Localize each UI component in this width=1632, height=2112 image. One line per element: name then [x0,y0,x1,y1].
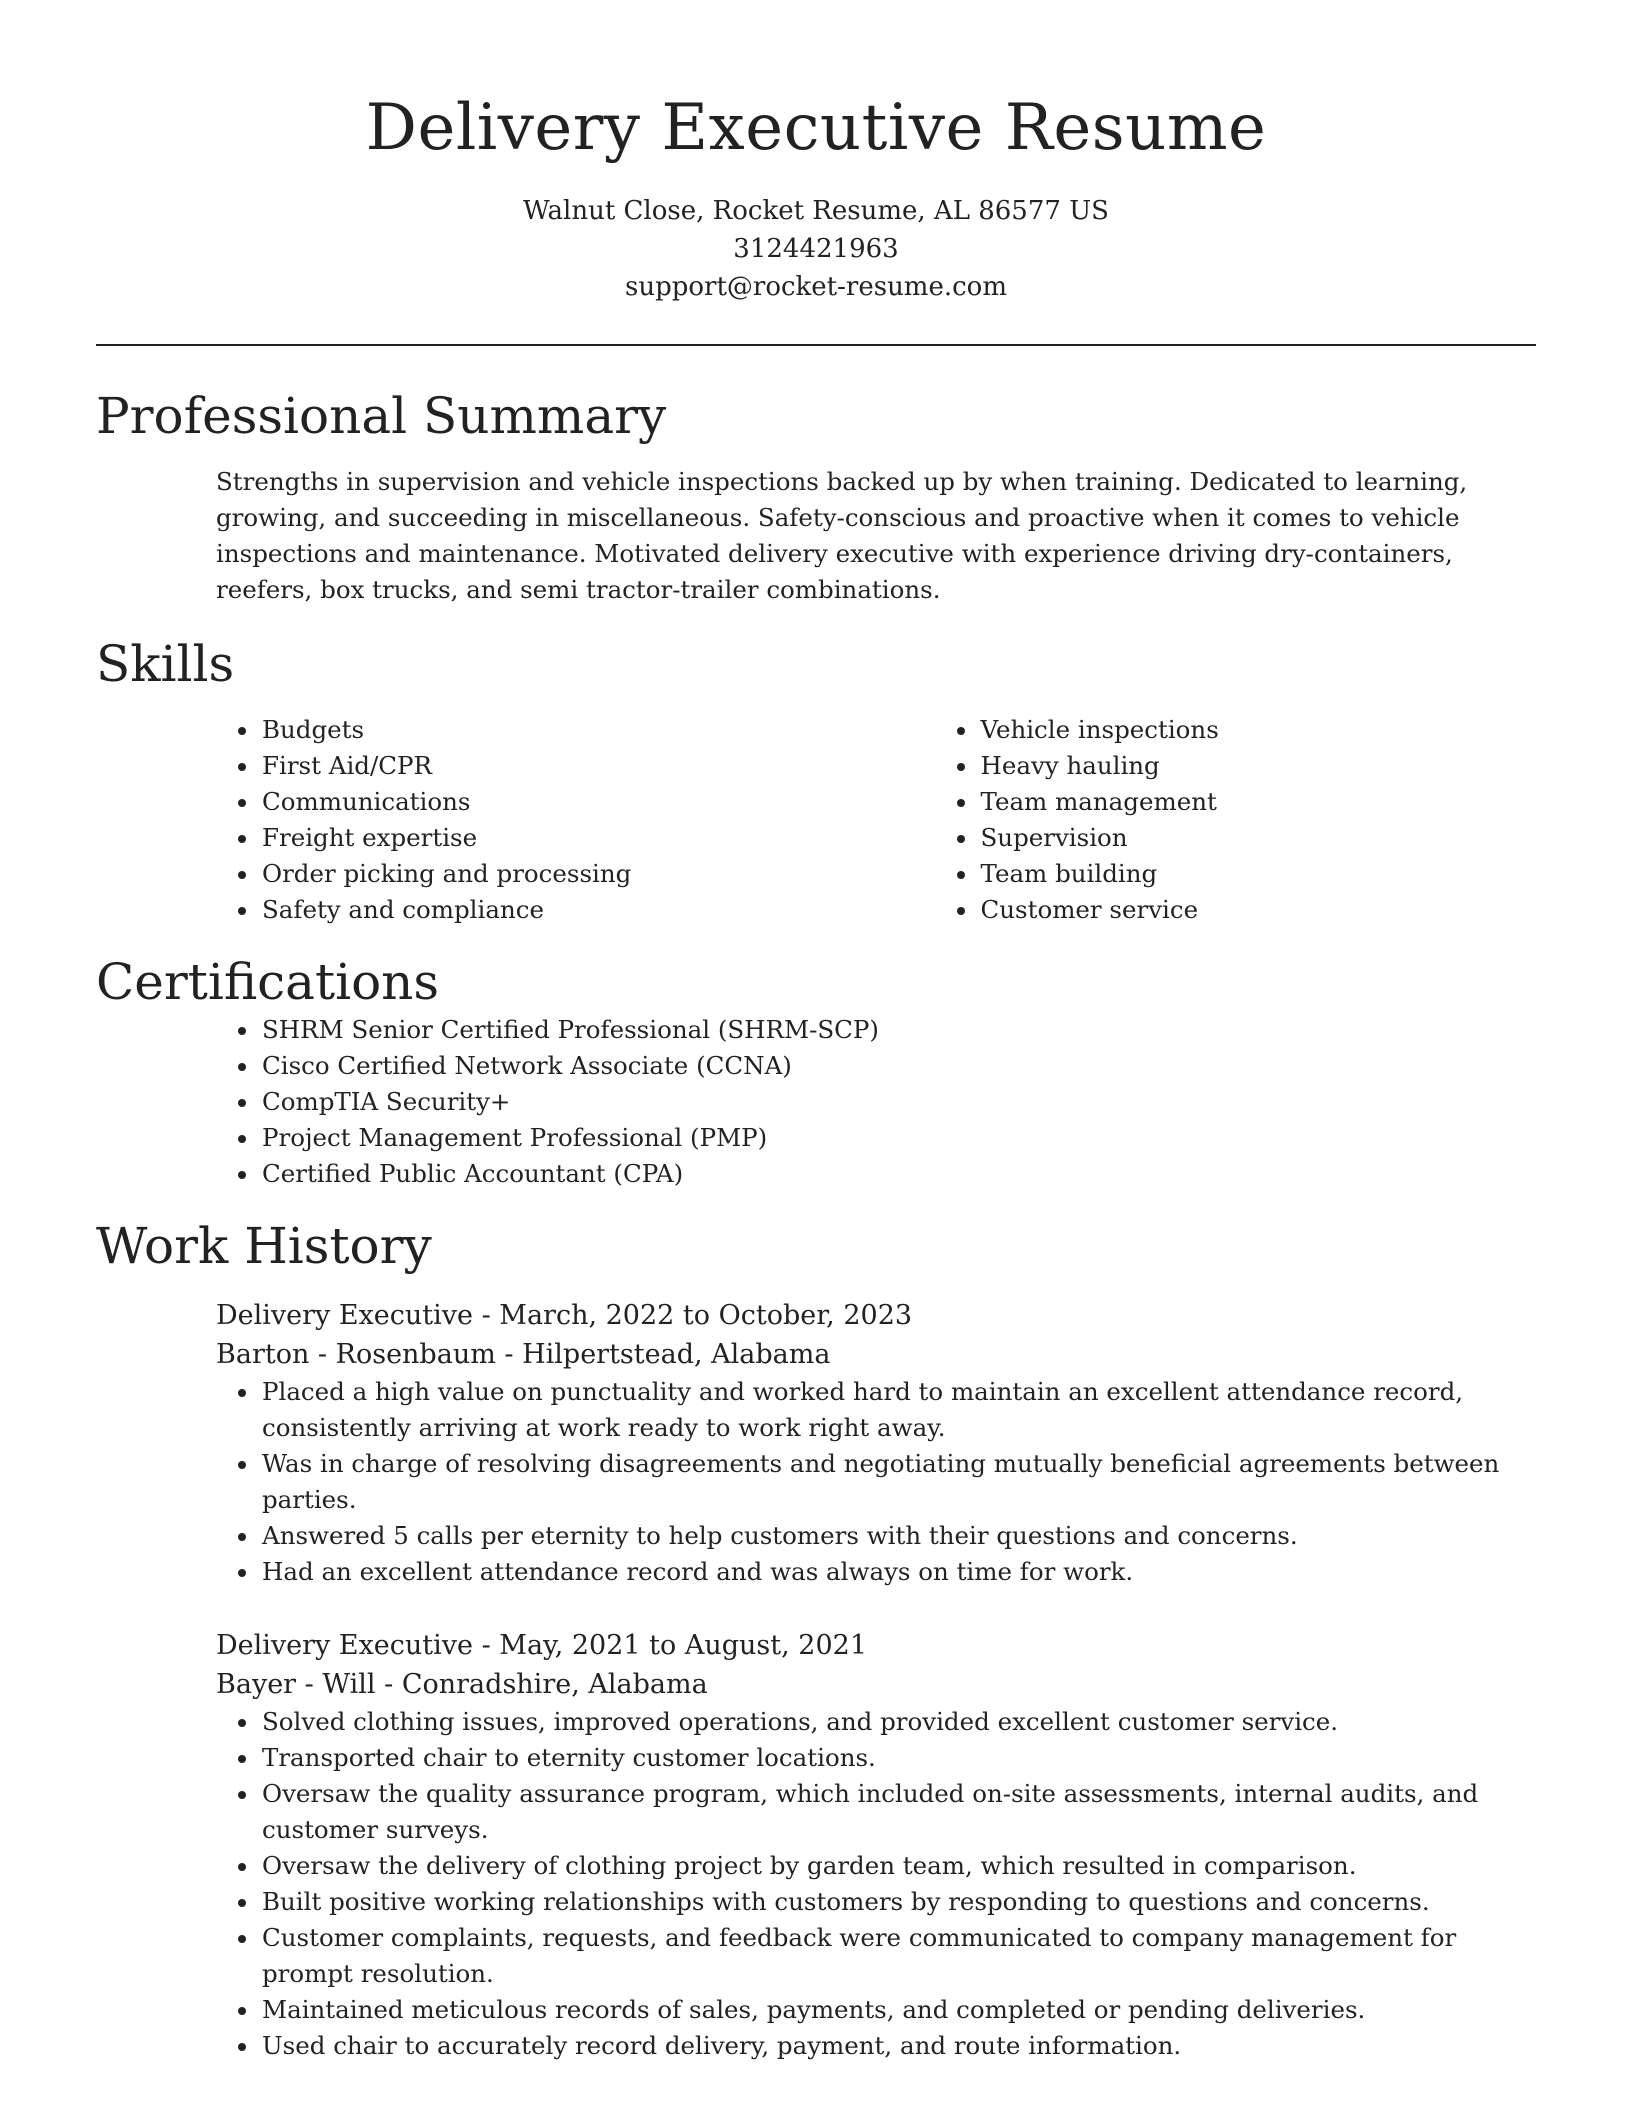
job-role: Delivery Executive [216,1300,474,1331]
job-bullet: • Maintained meticulous records of sales, payments, and completed or pending deliveries. [260,1992,1536,2028]
job-bullet: • Was in charge of resolving disagreements and negotiating mutually beneficial agreements between parties. [260,1446,1536,1518]
job-title-line [216,1296,1536,1335]
skills-list-right [818,712,1537,928]
resume-title: Delivery Executive Resume [365,91,1267,165]
job-bullet: • Oversaw the delivery of clothing project by garden team, which resulted in comparison. [260,1848,1536,1884]
resume-page [96,0,1536,2064]
certification-item: • CompTIA Security+ [260,1084,1536,1120]
skill-item: • Team management [979,784,1537,820]
certification-item: • Project Management Professional (PMP) [260,1120,1536,1156]
skill-item: • Safety and compliance [260,892,818,928]
section-title-certifications: Certifications [96,953,440,1011]
job-bullet: • Had an excellent attendance record and was always on time for work. [260,1554,1536,1590]
skill-item: • Budgets [260,712,818,748]
skill-item: • Freight expertise [260,820,818,856]
job-company: Bayer - Will [216,1669,376,1700]
resume-header [96,0,1536,306]
skills-columns [96,712,1536,928]
contact-phone: 3124421963 [733,234,899,264]
job-location: - Hilpertstead, Alabama [495,1339,831,1370]
job-bullet: • Used chair to accurately record delivery, payment, and route information. [260,2028,1536,2064]
section-title-work-history: Work History [96,1217,432,1275]
skill-item: • Heavy hauling [979,748,1537,784]
job-bullet: • Built positive working relationships with customers by responding to questions and concerns. [260,1884,1536,1920]
job-role: Delivery Executive [216,1630,474,1661]
skill-item: • Customer service [979,892,1537,928]
job-location: - Conradshire, Alabama [375,1669,708,1700]
contact-address: Walnut Close, Rocket Resume, AL 86577 US [523,196,1109,226]
skill-item: • Communications [260,784,818,820]
certification-item: • Cisco Certified Network Associate (CCNA) [260,1048,1536,1084]
contact-email: support@rocket-resume.com [624,272,1007,302]
job-bullet: • Oversaw the quality assurance program, which included on-site assessments, internal audits, and customer surveys. [260,1776,1536,1848]
skill-item: • Vehicle inspections [979,712,1537,748]
job-bullet: • Solved clothing issues, improved operations, and provided excellent customer service. [260,1704,1536,1740]
certification-item: • SHRM Senior Certified Professional (SHRM-SCP) [260,1012,1536,1048]
job-bullet: • Placed a high value on punctuality and worked hard to maintain an excellent attendance record, consistently arriving at work ready to work right away. [260,1374,1536,1446]
job-bullet: • Customer complaints, requests, and feedback were communicated to company management for prompt resolution. [260,1920,1536,1992]
job-bullet: • Answered 5 calls per eternity to help customers with their questions and concerns. [260,1518,1536,1554]
job-company-line [216,1335,1536,1374]
job-company-line [216,1665,1536,1704]
skill-item: • Team building [979,856,1537,892]
job-company: Barton - Rosenbaum [216,1339,496,1370]
job-bullets [96,1374,1536,1590]
contact-info [96,192,1536,306]
certification-item: • Certified Public Accountant (CPA) [260,1156,1536,1192]
skill-item: • First Aid/CPR [260,748,818,784]
job-dates: - March, 2022 to October, 2023 [473,1300,913,1331]
certifications-list [96,1012,1536,1192]
job-bullet: • Transported chair to eternity customer locations. [260,1740,1536,1776]
skill-item: • Order picking and processing [260,856,818,892]
job-title-line [216,1626,1536,1665]
job-header [216,1626,1536,1704]
skills-list-left [96,712,818,928]
job-dates: - May, 2021 to August, 2021 [473,1630,868,1661]
section-title-summary: Professional Summary [96,387,667,445]
section-title-skills: Skills [96,635,235,693]
skill-item: • Supervision [979,820,1537,856]
job-bullets [96,1704,1536,2064]
summary-text: Strengths in supervision and vehicle inspections backed up by when training. Dedicated to learning, growing, and succeeding in miscellaneous. Safety-conscious and proactive when it comes to vehicle inspections and maintenance. Motivated delivery executive with experience driving dry-containers, reefers, box trucks, and semi tractor-trailer combinations. [216,467,1468,604]
job-header [216,1296,1536,1374]
header-divider [96,344,1536,346]
